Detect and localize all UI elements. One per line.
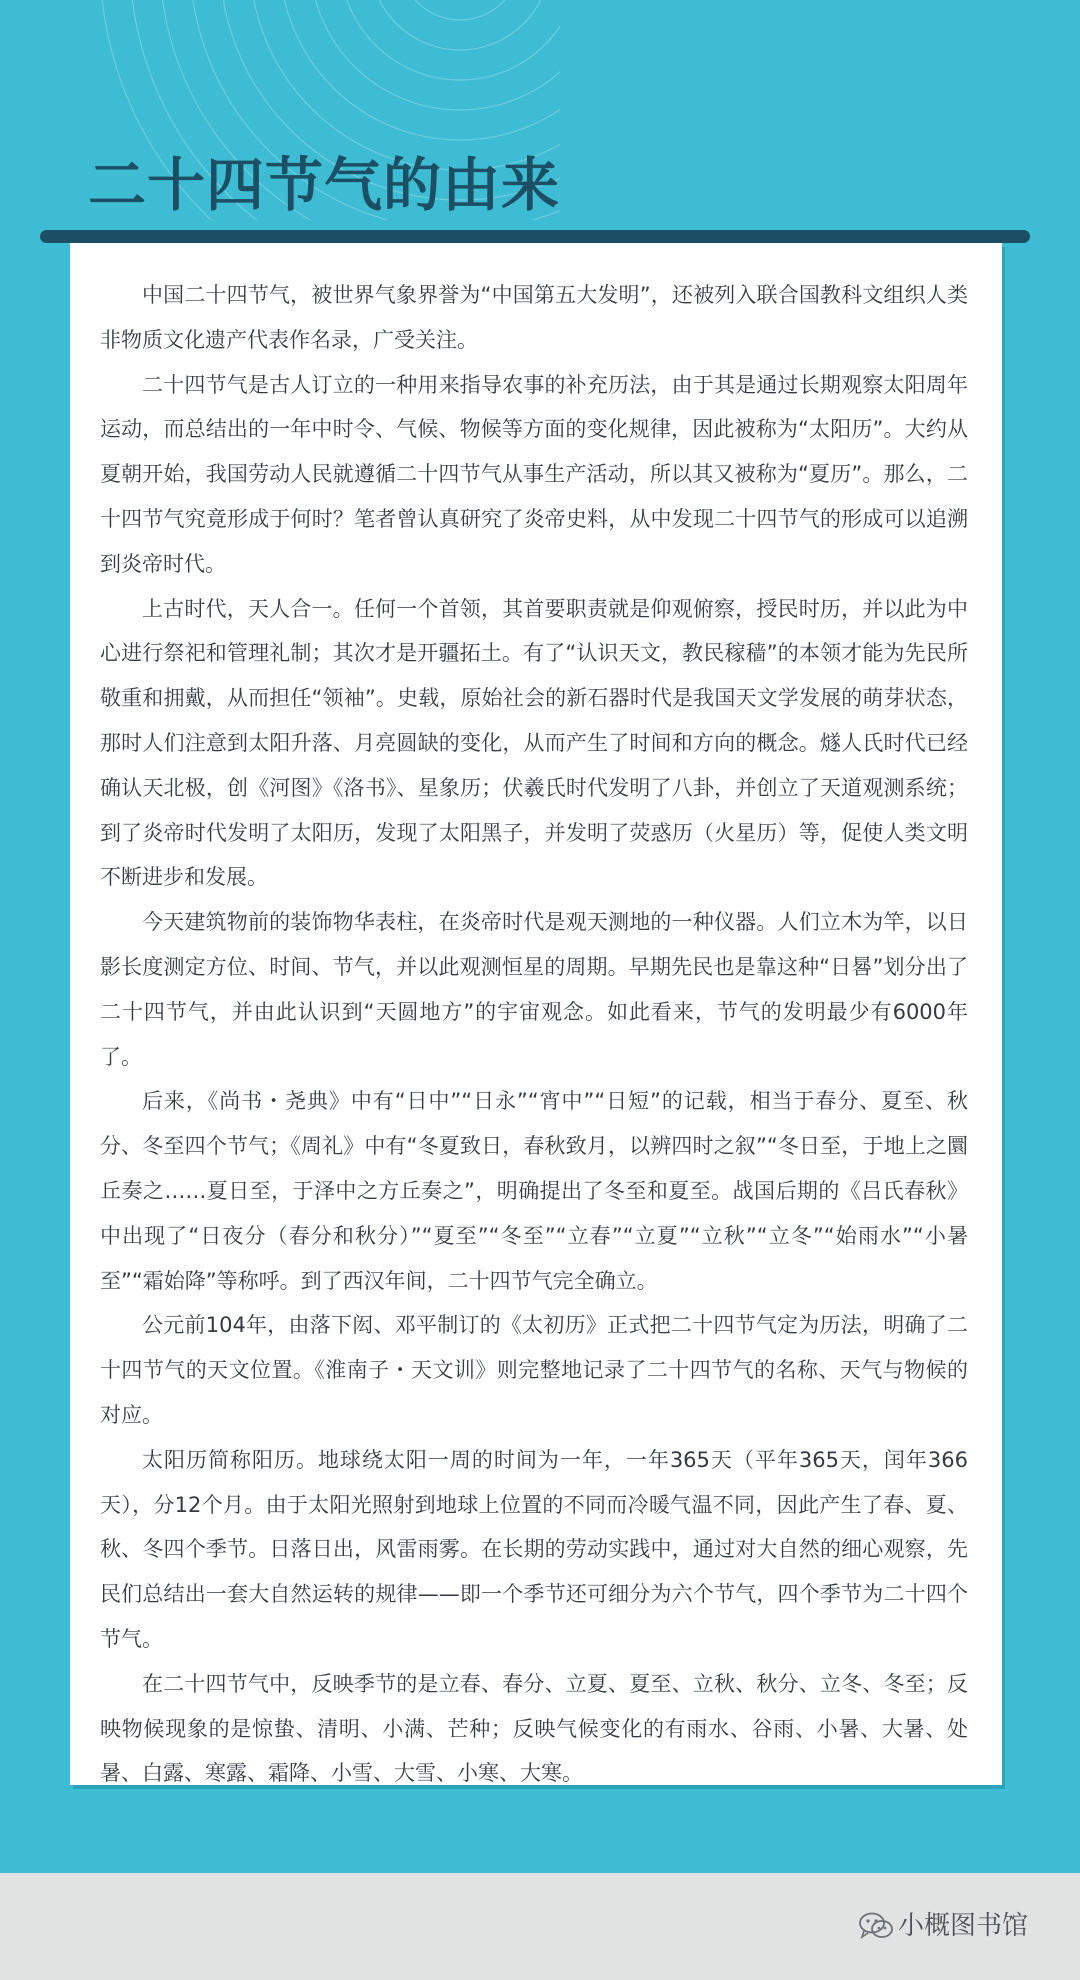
paragraph-yangli: 太阳历简称阳历。地球绕太阳一周的时间为一年，一年365天（平年365天，闰年366天），分12个月。由于太阳光照射到地球上位置的不同而冷暖气温不同，因此产生了春、夏、秋、冬四个季节。日落日出，风雷雨雾。在长期的劳动实践中，通过对大自然的细心观察，先民们总结出一套大自然运转的规律——即一个季节还可细分为六个节气，四个季节为二十四个节气。 bbox=[100, 1447, 968, 1651]
article-body bbox=[100, 273, 968, 1796]
title-underline-bar bbox=[40, 230, 1030, 243]
paragraph-ancient-times: 上古时代，天人合一。任何一个首领，其首要职责就是仰观俯察，授民时历，并以此为中心进行祭祀和管理礼制；其次才是开疆拓土。有了“认识天文，教民稼穑”的本领才能为先民所敬重和拥戴，从而担任“领袖”。史载，原始社会的新石器时代是我国天文学发展的萌芽状态，那时人们注意到太阳升落、月亮圆缺的变化，从而产生了时间和方向的概念。燧人氏时代已经确认天北极，创《河图》《洛书》、星象历；伏羲氏时代发明了八卦，并创立了天道观测系统；到了炎帝时代发明了太阳历，发现了太阳黑子，并发明了荧惑历（火星历）等，促使人类文明不断进步和发展。 bbox=[100, 596, 968, 890]
article-card bbox=[70, 243, 1002, 1785]
wechat-icon bbox=[858, 1911, 894, 1941]
paragraph-intro: 中国二十四节气，被世界气象界誉为“中国第五大发明”，还被列入联合国教科文组织人类非物质文化遗产代表作名录，广受关注。 bbox=[100, 283, 968, 352]
page-title: 二十四节气的由来 bbox=[88, 151, 561, 219]
source-account-name: 小概图书馆 bbox=[898, 1911, 1029, 1941]
paragraph-taichu-calendar: 公元前104年，由落下闳、邓平制订的《太初历》正式把二十四节气定为历法，明确了二十四节气的天文位置。《淮南子・天文训》则完整地记录了二十四节气的名称、天气与物候的对应。 bbox=[100, 1313, 968, 1427]
paragraph-classification: 在二十四节气中，反映季节的是立春、春分、立夏、夏至、立秋、秋分、立冬、冬至；反映物候现象的是惊蛰、清明、小满、芒种；反映气候变化的有雨水、谷雨、小暑、大暑、处暑、白露、寒露、霜降、小雪、大雪、小寒、大寒。 bbox=[100, 1671, 968, 1786]
paragraph-solar-calendar: 二十四节气是古人订立的一种用来指导农事的补充历法，由于其是通过长期观察太阳周年运动，而总结出的一年中时令、气候、物候等方面的变化规律，因此被称为“太阳历”。大约从夏朝开始，我国劳动人民就遵循二十四节气从事生产活动，所以其又被称为“夏历”。那么，二十四节气究竟形成于何时？笔者曾认真研究了炎帝史料，从中发现二十四节气的形成可以追溯到炎帝时代。 bbox=[100, 372, 968, 576]
footer-bar bbox=[0, 1873, 1080, 1980]
paragraph-historical-records: 后来，《尚书・尧典》中有“日中”“日永”“宵中”“日短”的记载，相当于春分、夏至、秋分、冬至四个节气；《周礼》中有“冬夏致日，春秋致月，以辨四时之叙”“冬日至，于地上之圜丘奏之……夏日至，于泽中之方丘奏之”，明确提出了冬至和夏至。战国后期的《吕氏春秋》中出现了“日夜分（春分和秋分）”“夏至”“冬至”“立春”“立夏”“立秋”“立冬”“始雨水”“小暑至”“霜始降”等称呼。到了西汉年间，二十四节气完全确立。 bbox=[100, 1089, 968, 1293]
paragraph-huabiao: 今天建筑物前的装饰物华表柱，在炎帝时代是观天测地的一种仪器。人们立木为竿，以日影长度测定方位、时间、节气，并以此观测恒星的周期。早期先民也是靠这种“日晷”划分出了二十四节气，并由此认识到“天圆地方”的宇宙观念。如此看来，节气的发明最少有6000年了。 bbox=[100, 910, 968, 1069]
